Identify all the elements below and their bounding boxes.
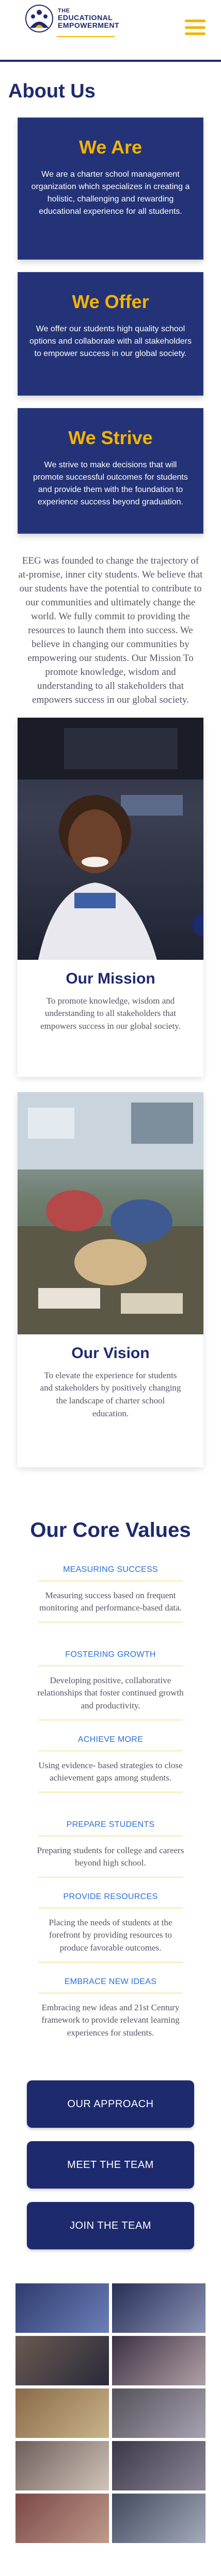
footer-wave <box>0 2564 221 2576</box>
gallery-photo <box>112 2494 206 2543</box>
value-text: Developing positive, collaborative relationships that foster continued growth and productivity. <box>37 1675 184 1710</box>
join-the-team-button[interactable]: JOIN THE TEAM <box>27 2202 194 2249</box>
vision-title: Our Vision <box>71 1344 150 1362</box>
mission-text: To promote knowledge, wisdom and understanding to all stakeholders that empowers success in our global society. <box>40 995 181 1031</box>
value-text: Preparing students for college and careers beyond high school. <box>37 1845 184 1868</box>
we-are-card <box>18 117 203 260</box>
logo-underline <box>57 36 115 37</box>
gallery-photo <box>15 2336 109 2385</box>
logo-line-1: THE <box>58 7 70 14</box>
gallery-photo <box>15 2441 109 2490</box>
gallery-photo <box>112 2336 206 2385</box>
we-are-title: We Are <box>78 137 143 158</box>
our-approach-button[interactable]: OUR APPROACH <box>27 2080 194 2128</box>
value-name: FOSTERING GROWTH <box>65 1650 156 1659</box>
we-strive-title: We Strive <box>68 427 153 448</box>
value-item <box>0 1820 221 1892</box>
mission-card <box>18 718 203 1077</box>
core-values-title: Our Core Values <box>30 1518 191 1541</box>
logo-text <box>58 8 119 29</box>
value-name: ACHIEVE MORE <box>77 1735 144 1744</box>
we-strive-text: We strive to make decisions that will promote successful outcomes for students and provide them with the foundation to experience success beyond graduation. <box>33 461 188 506</box>
we-strive-card <box>18 408 203 534</box>
site-footer <box>0 2564 221 2576</box>
classroom-photo-image <box>18 1092 203 1334</box>
vision-text: To elevate the experience for students and stakeholders by positively changing the landscape of charter school education. <box>40 1370 181 1418</box>
hamburger-bar <box>185 20 206 22</box>
about-paragraph: EEG was founded to change the trajectory of at-promise, inner city students. We believe that our students have the potential to contribute to our communities and ultimately change the world. We fully commit to providing the resources to launch them into success. We believe in changing our communities by empowering our students. Our Mission To promote knowledge, wisdom and understanding to all stakeholders that empowers success in our global society. <box>18 555 203 705</box>
value-text: Measuring success based on frequent monitoring and performance-based data. <box>39 1590 182 1613</box>
mission-title: Our Mission <box>66 970 155 987</box>
value-text: Using evidence- based strategies to close achievement gaps among students. <box>38 1760 183 1783</box>
gallery-photo <box>15 2388 109 2438</box>
we-cards <box>0 117 221 534</box>
mission-body <box>18 960 203 1077</box>
vision-card <box>18 1092 203 1467</box>
value-text: Placing the needs of students at the forefront by providing resources to produce favorable outcomes. <box>49 1917 172 1953</box>
logo-line-2: EDUCATIONAL <box>58 13 113 22</box>
we-offer-card <box>18 272 203 396</box>
core-values-section <box>0 1483 221 2080</box>
hamburger-icon[interactable] <box>185 20 206 35</box>
vision-photo <box>18 1092 203 1334</box>
hamburger-bar <box>185 26 206 29</box>
mission-photo <box>18 718 203 960</box>
we-are-text: We are a charter school management organization which specializes in creating a holistic, challenging and rewarding educational experience for all students. <box>31 170 190 216</box>
gallery-photo <box>112 2441 206 2490</box>
we-offer-text: We offer our students high quality school options and collaborate with all stakeholders to empower success in our global society. <box>29 325 192 358</box>
vision-body <box>18 1334 203 1467</box>
cta-buttons <box>0 2080 221 2249</box>
photo-gallery <box>0 2263 221 2543</box>
value-item <box>0 1565 221 1650</box>
value-name: PROVIDE RESOURCES <box>63 1892 158 1901</box>
logo-line-3: EMPOWERMENT <box>58 21 120 29</box>
value-text: Embracing new ideas and 21st Century framework to provide relevant learning experiences for students. <box>41 2002 180 2038</box>
site-header <box>0 0 221 62</box>
gallery-photo <box>112 2283 206 2333</box>
value-name: PREPARE STUDENTS <box>66 1820 155 1829</box>
gallery-photo <box>15 2283 109 2333</box>
meet-the-team-button[interactable]: MEET THE TEAM <box>27 2141 194 2189</box>
we-offer-title: We Offer <box>72 291 149 312</box>
gallery-photo <box>15 2494 109 2543</box>
value-item <box>0 1650 221 1735</box>
value-item <box>0 1892 221 1977</box>
page-title: About Us <box>8 80 96 102</box>
gallery-photo <box>112 2388 206 2438</box>
value-name: EMBRACE NEW IDEAS <box>64 1977 157 1986</box>
site-logo[interactable] <box>25 4 119 33</box>
hamburger-bar <box>185 32 206 35</box>
value-item <box>0 1977 221 2080</box>
logo-emblem-icon <box>25 4 54 33</box>
student-photo-image <box>18 718 203 960</box>
value-item <box>0 1735 221 1820</box>
value-name: MEASURING SUCCESS <box>63 1565 158 1574</box>
